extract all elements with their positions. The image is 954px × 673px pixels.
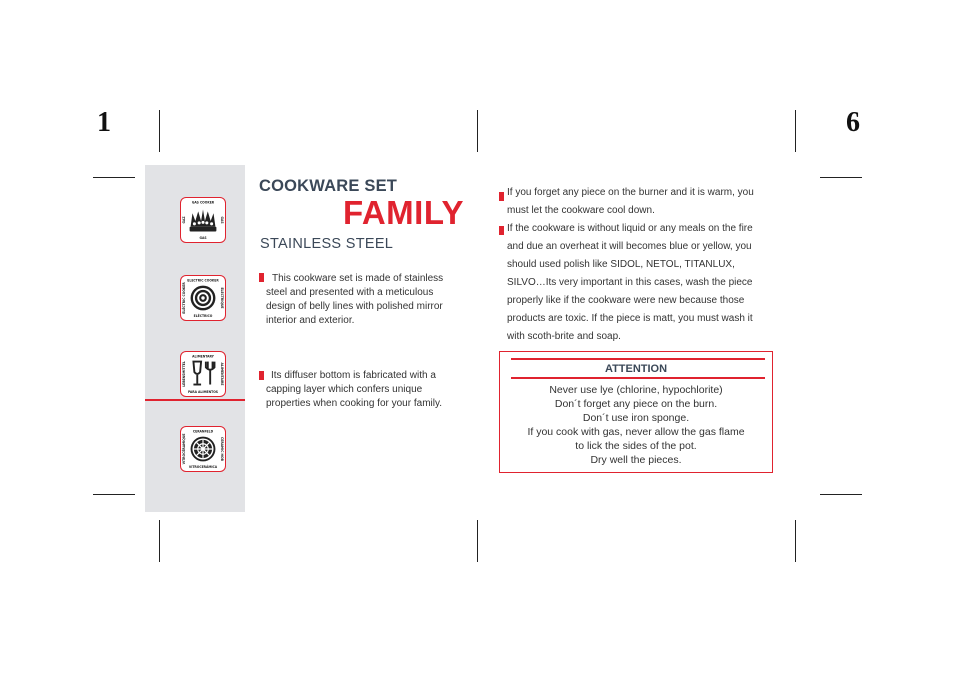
product-title: FAMILY	[343, 194, 464, 231]
crop-mark	[795, 520, 796, 562]
attention-item: Never use lye (chlorine, hypochlorite)	[549, 384, 723, 396]
text-line: interior and exterior.	[266, 315, 355, 326]
attention-item: Dry well the pieces.	[590, 454, 682, 466]
attention-rule-top	[511, 358, 765, 360]
crop-mark	[820, 177, 862, 178]
attention-rule-bottom	[511, 377, 765, 379]
text-line: with scoth-brite and soap.	[507, 331, 621, 342]
text-line: capping layer which confers unique	[266, 384, 423, 395]
crop-mark	[93, 177, 135, 178]
ceramic-hob-icon	[180, 426, 226, 472]
icon-label: ELECTRIC COOKER	[187, 278, 219, 283]
gas-cooker-icon	[180, 197, 226, 243]
bullet-marker	[499, 192, 504, 201]
icon-label: ELÉCTRIC COOKER	[181, 282, 186, 314]
care-paragraph	[507, 220, 753, 346]
attention-item: to lick the sides of the pot.	[575, 440, 697, 452]
text-line: If the cookware is without liquid or any meals on the fire	[507, 223, 753, 234]
text-line: and due an overheat it will becomes blue or yellow, you	[507, 241, 752, 252]
text-line: must let the cookware cool down.	[507, 205, 655, 216]
text-line: properly like if the cookware were new because those	[507, 295, 745, 306]
bullet-marker	[259, 273, 264, 282]
icon-label: GAS	[199, 236, 207, 241]
series-label: COOKWARE SET	[259, 177, 398, 195]
crop-mark	[159, 110, 160, 152]
text-line: This cookware set is made of stainless	[272, 273, 444, 284]
icon-label: GAS COOKER	[191, 200, 215, 205]
attention-item: Don´t forget any piece on the burn.	[554, 398, 718, 410]
text-line: properties when cooking for your family.	[266, 398, 443, 409]
bullet-marker	[259, 371, 264, 380]
care-paragraph	[507, 184, 754, 220]
icon-label: GAS	[220, 216, 225, 224]
icon-label: LEBENSMITTEL	[181, 361, 186, 387]
icon-label: VITROCERÁMICA	[188, 465, 218, 470]
crop-mark	[93, 494, 135, 495]
bullet-marker	[499, 226, 504, 235]
icon-label: CERAMIC HOB	[220, 437, 225, 461]
text-line: products are toxic. If the piece is matt, you must wash it	[507, 313, 753, 324]
text-line: should used polish like SIDOL, NETOL, TITANLUX,	[507, 259, 735, 270]
icon-label: PARA ALIMENTOS	[187, 390, 219, 395]
text-line: If you forget any piece on the burner and it is warm, you	[507, 187, 754, 198]
text-line: Its diffuser bottom is fabricated with a	[271, 370, 436, 381]
page-number-left: 1	[97, 107, 111, 138]
icon-label: GAZ	[181, 216, 186, 224]
icon-label: ELÉCTRICO	[193, 314, 213, 319]
page-number-right: 6	[846, 107, 860, 138]
attention-item: If you cook with gas, never allow the gas flame	[527, 426, 745, 438]
crop-mark	[820, 494, 862, 495]
icon-label: ALIMENTARY	[192, 354, 214, 359]
description-paragraph	[266, 272, 443, 328]
text-line: design of belly lines with polished mirror	[266, 301, 443, 312]
text-line: steel and presented with a meticulous	[266, 287, 434, 298]
description-paragraph	[266, 369, 442, 411]
attention-list	[499, 383, 773, 467]
crop-mark	[159, 520, 160, 562]
icon-label: ALIMENTAIRE	[220, 362, 225, 386]
icon-label: ELECTRIQUE	[220, 287, 225, 309]
sidebar-divider	[145, 399, 245, 401]
crop-mark	[795, 110, 796, 152]
electric-cooker-icon	[180, 275, 226, 321]
attention-title: ATTENTION	[604, 363, 668, 375]
material-subtitle: STAINLESS STEEL	[260, 236, 394, 252]
crop-mark	[477, 520, 478, 562]
crop-mark	[477, 110, 478, 152]
icon-label: CERANFELD	[192, 429, 214, 434]
attention-item: Don´t use iron sponge.	[582, 412, 690, 424]
text-line: SILVO…Its very important in this cases, wash the piece	[507, 277, 753, 288]
food-safe-icon	[180, 351, 226, 397]
icon-label: VITROCÉRAMIQUE	[181, 433, 186, 465]
